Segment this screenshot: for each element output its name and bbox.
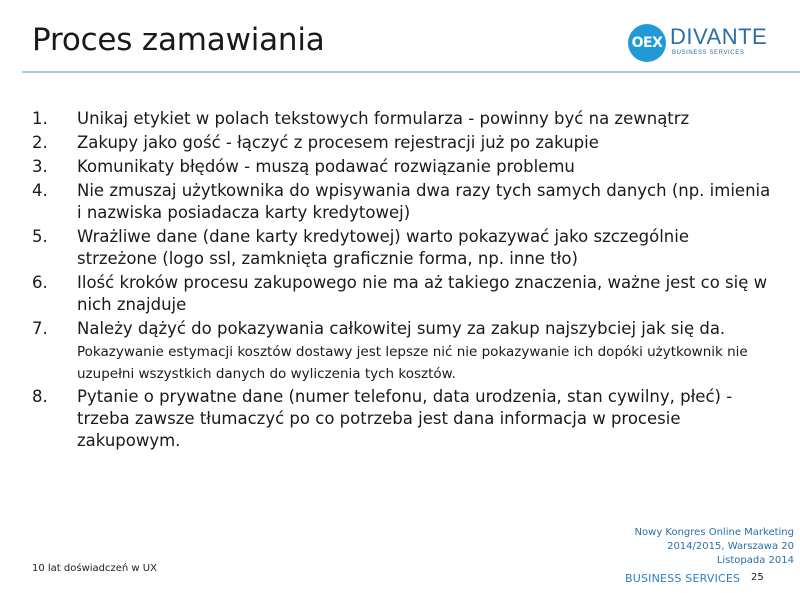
divante-logo: [628, 22, 788, 62]
slide-title: Proces zamawiania: [32, 22, 325, 58]
footer-event-line: 2014/2015, Warszawa 20: [667, 541, 794, 552]
item-number: 1.: [32, 109, 48, 128]
item-text: Nie zmuszaj użytkownika do wpisywania dwa razy tych samych danych (np. imienia i nazwiska posiadacza karty kredytowej): [77, 181, 771, 222]
list-item: [32, 226, 772, 270]
content-list: [32, 108, 772, 454]
page-number: 25: [751, 572, 764, 583]
item-text: Unikaj etykiet w polach tekstowych formularza - powinny być na zewnątrz: [77, 109, 690, 128]
item-text: Komunikaty błędów - muszą podawać rozwiązanie problemu: [77, 157, 575, 176]
item-number: 4.: [32, 181, 48, 200]
item-number: 8.: [32, 387, 48, 406]
list-item: [32, 318, 772, 384]
logo-wordmark: DIVANTE: [670, 24, 768, 49]
logo-subtitle: BUSINESS SERVICES: [672, 50, 745, 56]
item-text: Wrażliwe dane (dane karty kredytowej) warto pokazywać jako szczególnie strzeżone (logo ssl, zamknięta graficznie forma, np. inne tło): [77, 227, 689, 268]
item-text-group: [77, 318, 772, 384]
item-text: Zakupy jako gość - łączyć z procesem rejestracji już po zakupie: [77, 133, 599, 152]
footer-event-line: Listopada 2014: [716, 555, 794, 566]
list-item: [32, 386, 772, 452]
list-item: [32, 132, 772, 154]
item-text: Pytanie o prywatne dane (numer telefonu, data urodzenia, stan cywilny, płeć) - trzeba zawsze tłumaczyć po co potrzeba jest dana informacja w procesie zakupowym.: [77, 387, 733, 450]
item-number: 6.: [32, 273, 48, 292]
list-item: [32, 180, 772, 224]
footer-event: [594, 526, 794, 568]
list-item: [32, 108, 772, 130]
footer-tagline: 10 lat doświadczeń w UX: [32, 563, 157, 574]
footer-event-line: Nowy Kongres Online Marketing: [634, 527, 794, 538]
logo-mark: OEX: [628, 24, 666, 62]
footer-business-label: BUSINESS SERVICES: [625, 572, 741, 585]
item-subtext: Pokazywanie estymacji kosztów dostawy jest lepsze nić nie pokazywanie ich dopóki użytkownik nie uzupełni wszystkich danych do wyliczenia tych kosztów.: [77, 344, 748, 382]
list-item: [32, 156, 772, 178]
list-item: [32, 272, 772, 316]
item-text: Ilość kroków procesu zakupowego nie ma aż takiego znaczenia, ważne jest co się w nich znajduje: [77, 273, 768, 314]
item-number: 7.: [32, 319, 48, 338]
item-number: 5.: [32, 227, 48, 246]
item-number: 2.: [32, 133, 48, 152]
title-divider: [22, 71, 800, 73]
item-number: 3.: [32, 157, 48, 176]
item-text: Należy dążyć do pokazywania całkowitej sumy za zakup najszybciej jak się da.: [77, 319, 726, 338]
